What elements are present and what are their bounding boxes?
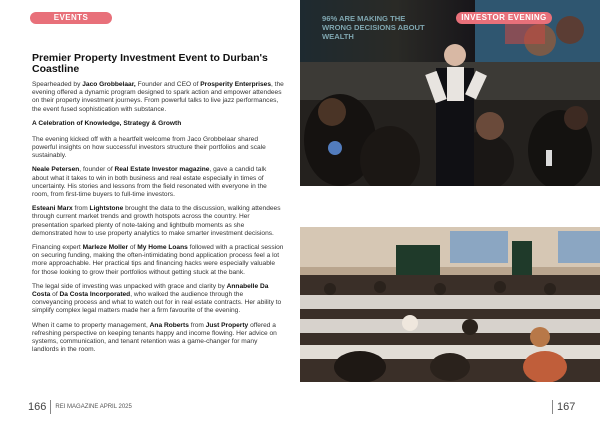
bold-text: Prosperity Enterprises	[200, 81, 271, 88]
footer-left	[28, 400, 132, 414]
body-paragraph	[32, 136, 284, 161]
bold-text: Da Costa Incorporated	[59, 291, 131, 299]
footer-text: REI MAGAZINE APRIL 2025	[55, 404, 132, 410]
text-run: Founder and CEO of	[135, 81, 201, 88]
body-paragraph	[32, 205, 284, 238]
section-label-investor-evening: INVESTOR EVENING	[456, 12, 552, 24]
intro-paragraph	[32, 81, 284, 114]
bold-text: Neale Petersen	[32, 166, 80, 174]
text-run: The legal side of investing was unpacked with grace and clarity by	[32, 282, 227, 290]
text-run: brought the data to the discussion, walking attendees through current market trends and growth hotspots across the country. Her presentation sparked plenty of note-taking and lightbulb moments as she demonstrated how to use property analytics to make smarter investment decisions.	[32, 205, 281, 237]
article-subheading: A Celebration of Knowledge, Strategy & Growth	[32, 119, 182, 127]
text-run: , gave a candid talk about what it takes to win in both business and real estate especially in times of uncertainty. His stories and lessons from the field resonated with everyone in the room, from first-time buyers to full-time investors.	[32, 166, 267, 199]
page-number-right: 167	[557, 401, 576, 413]
audience-photo	[300, 227, 600, 382]
bold-text: Marleze Moller	[82, 244, 129, 252]
article-title: Premier Property Investment Event to Durban's Coastline	[32, 52, 268, 75]
bold-text: Esteani Marx	[32, 205, 73, 213]
bold-text: Annabelle Da Costa	[32, 282, 269, 299]
text-run: The evening kicked off with a heartfelt welcome from Jaco Grobbelaar shared powerful insights on how successful investors structure their portfolios and scale sustainably.	[32, 135, 266, 160]
article	[32, 53, 284, 360]
text-run: of	[128, 244, 138, 252]
body-paragraph	[32, 166, 284, 199]
audience-photo-image	[300, 227, 600, 382]
bold-text: Just Property	[205, 321, 249, 329]
text-run: of	[50, 291, 60, 299]
text-run: from	[72, 205, 90, 213]
bold-text: My Home Loans	[137, 244, 188, 252]
bold-text: Lightstone	[89, 205, 124, 213]
text-run: Financing expert	[32, 244, 83, 252]
bold-text: Ana Roberts	[149, 321, 189, 329]
text-run: , the evening offered a dynamic program designed to spark action and empower attendees on their property investment journeys. From powerful talks to live jazz performances, the event fused sophistication with substance.	[32, 81, 284, 113]
text-run: When it came to property management,	[32, 321, 150, 329]
text-run: followed with a practical session on securing funding, making the often-intimidating bond application process feel a lot more approachable. Her practical tips and financing hacks were especially valuable for those looking to grow their portfolios without getting stuck at the bank.	[32, 244, 284, 276]
text-run: , who walked the audience through the conveyancing process and what to watch out for in real estate contracts. Her ability to simplify complex legal matters made her a firm favourite of the evening.	[32, 291, 282, 315]
body-paragraph	[32, 244, 284, 277]
footer-right	[552, 400, 575, 414]
bold-text: Jaco Grobbelaar,	[82, 81, 136, 88]
divider	[50, 400, 51, 414]
body-paragraph	[32, 283, 284, 316]
bold-text: Real Estate Investor magazine	[114, 166, 210, 174]
divider	[552, 400, 553, 414]
page-number-left: 166	[28, 401, 47, 413]
text-run: from	[188, 321, 206, 329]
banner-text: 96% ARE MAKING THE WRONG DECISIONS ABOUT WEALTH	[322, 14, 425, 41]
body-paragraph	[32, 322, 284, 355]
text-run: offered a refreshing perspective on keeping tenants happy and income flowing. Her advice on systems, communication, and tenant retention was a game-changer for many landlords in the room.	[32, 321, 277, 354]
section-label-events: EVENTS	[30, 12, 112, 24]
text-run: , founder of	[79, 166, 115, 174]
text-run: Spearheaded by	[32, 81, 83, 88]
speaker-photo	[300, 0, 600, 186]
